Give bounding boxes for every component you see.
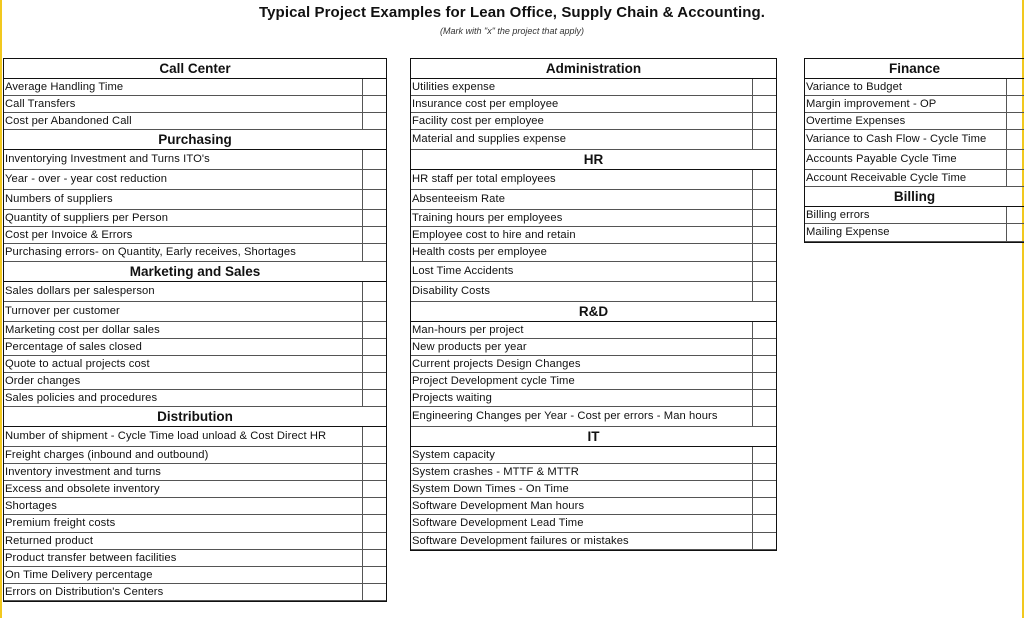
table-row	[411, 244, 776, 261]
project-label: Projects waiting	[412, 391, 492, 404]
table-row	[411, 498, 776, 515]
project-label: Account Receivable Cycle Time	[806, 172, 967, 185]
mark-checkbox-cell[interactable]	[1006, 224, 1024, 240]
table-row	[4, 302, 386, 322]
project-label: Software Development Lead Time	[412, 517, 584, 530]
project-label: Sales policies and procedures	[5, 391, 158, 404]
section-distribution	[4, 407, 386, 601]
project-label: Average Handling Time	[5, 81, 124, 93]
table-row	[805, 150, 1024, 170]
mark-checkbox-cell[interactable]	[362, 464, 386, 480]
table-row	[411, 113, 776, 130]
mark-checkbox-cell[interactable]	[362, 427, 386, 446]
mark-checkbox-cell[interactable]	[362, 170, 386, 189]
mark-checkbox-cell[interactable]	[362, 322, 386, 338]
project-label: Excess and obsolete inventory	[5, 483, 160, 496]
project-label: Engineering Changes per Year - Cost per errors - Man hours	[412, 410, 718, 423]
table-row	[411, 96, 776, 113]
table-row	[411, 170, 776, 190]
project-label: Insurance cost per employee	[412, 98, 559, 111]
mark-checkbox-cell[interactable]	[752, 498, 776, 514]
table-row	[411, 227, 776, 244]
project-label: Variance to Cash Flow - Cycle Time	[806, 133, 987, 146]
project-label: Billing errors	[806, 209, 870, 222]
table-row	[411, 190, 776, 210]
column-bottom-border	[805, 242, 1024, 243]
table-row	[805, 130, 1024, 150]
project-label: Errors on Distribution's Centers	[5, 585, 164, 598]
mark-checkbox-cell[interactable]	[752, 407, 776, 426]
project-label: Purchasing errors- on Quantity, Early receives, Shortages	[5, 246, 296, 259]
project-label: System Down Times - On Time	[412, 483, 569, 496]
project-label: Current projects Design Changes	[412, 357, 581, 370]
mark-checkbox-cell[interactable]	[362, 584, 386, 600]
section-title: HR	[411, 150, 776, 170]
table-row	[805, 113, 1024, 130]
section-title: Purchasing	[4, 130, 386, 150]
mark-checkbox-cell[interactable]	[752, 170, 776, 189]
table-row	[805, 207, 1024, 224]
section-billing	[805, 187, 1024, 241]
mark-checkbox-cell[interactable]	[752, 356, 776, 372]
section-title: IT	[411, 427, 776, 447]
project-label: On Time Delivery percentage	[5, 568, 153, 581]
table-row	[4, 339, 386, 356]
project-label: Percentage of sales closed	[5, 340, 142, 353]
mark-checkbox-cell[interactable]	[362, 567, 386, 583]
project-label: New products per year	[412, 340, 527, 353]
table-row	[411, 407, 776, 427]
mark-checkbox-cell[interactable]	[362, 244, 386, 260]
project-label: Numbers of suppliers	[5, 193, 113, 206]
mark-checkbox-cell[interactable]	[752, 481, 776, 497]
mark-checkbox-cell[interactable]	[1006, 170, 1024, 186]
table-row	[4, 373, 386, 390]
project-label: Material and supplies expense	[412, 133, 567, 146]
section-administration	[411, 59, 776, 150]
mark-checkbox-cell[interactable]	[752, 113, 776, 129]
mark-checkbox-cell[interactable]	[1006, 96, 1024, 112]
project-label: Employee cost to hire and retain	[412, 229, 576, 242]
table-row	[4, 244, 386, 261]
mark-checkbox-cell[interactable]	[362, 498, 386, 514]
project-label: Training hours per employees	[412, 212, 563, 225]
mark-checkbox-cell[interactable]	[752, 227, 776, 243]
project-label: Quantity of suppliers per Person	[5, 212, 169, 225]
mark-checkbox-cell[interactable]	[362, 447, 386, 463]
mark-checkbox-cell[interactable]	[752, 262, 776, 281]
mark-checkbox-cell[interactable]	[362, 515, 386, 531]
mark-checkbox-cell[interactable]	[752, 130, 776, 149]
mark-checkbox-cell[interactable]	[362, 533, 386, 549]
table-row	[4, 427, 386, 447]
column-bottom-border	[4, 601, 386, 602]
mark-checkbox-cell[interactable]	[362, 282, 386, 301]
mark-checkbox-cell[interactable]	[752, 373, 776, 389]
table-row	[4, 96, 386, 113]
project-label: Variance to Budget	[806, 81, 903, 93]
table-row	[4, 584, 386, 601]
table-row	[411, 515, 776, 532]
table-row	[4, 533, 386, 550]
table-row	[411, 481, 776, 498]
table-row	[411, 464, 776, 481]
table-row	[411, 533, 776, 550]
table-row	[805, 79, 1024, 96]
project-label: Lost Time Accidents	[412, 264, 514, 277]
mark-checkbox-cell[interactable]	[752, 96, 776, 112]
table-row	[4, 150, 386, 170]
table-row	[805, 96, 1024, 113]
table-row	[4, 447, 386, 464]
project-label: Order changes	[5, 374, 81, 387]
document-subtitle: (Mark with "x" the project that apply)	[440, 26, 584, 36]
column-left	[3, 58, 387, 602]
project-label: Inventorying Investment and Turns ITO's	[5, 153, 210, 166]
project-label: Freight charges (inbound and outbound)	[5, 449, 209, 462]
project-label: Turnover per customer	[5, 304, 120, 317]
project-label: Premium freight costs	[5, 517, 116, 530]
mark-checkbox-cell[interactable]	[362, 390, 386, 406]
mark-checkbox-cell[interactable]	[752, 533, 776, 549]
section-purchasing	[4, 130, 386, 261]
mark-checkbox-cell[interactable]	[752, 322, 776, 338]
project-label: Accounts Payable Cycle Time	[806, 153, 957, 166]
mark-checkbox-cell[interactable]	[362, 356, 386, 372]
project-label: Disability Costs	[412, 284, 491, 297]
mark-checkbox-cell[interactable]	[362, 227, 386, 243]
column-bottom-border	[411, 550, 776, 551]
table-row	[411, 130, 776, 150]
table-row	[411, 322, 776, 339]
table-row	[4, 464, 386, 481]
section-title: R&D	[411, 302, 776, 322]
mark-checkbox-cell[interactable]	[362, 190, 386, 209]
mark-checkbox-cell[interactable]	[362, 210, 386, 226]
project-label: Marketing cost per dollar sales	[5, 323, 160, 336]
project-label: Utilities expense	[412, 81, 496, 93]
project-label: Cost per Abandoned Call	[5, 115, 132, 128]
mark-checkbox-cell[interactable]	[752, 515, 776, 531]
table-row	[411, 282, 776, 302]
mark-checkbox-cell[interactable]	[752, 244, 776, 260]
project-label: HR staff per total employees	[412, 173, 556, 186]
project-label: Product transfer between facilities	[5, 551, 177, 564]
mark-checkbox-cell[interactable]	[362, 550, 386, 566]
project-label: Mailing Expense	[806, 226, 890, 239]
project-label: Inventory investment and turns	[5, 466, 161, 479]
project-label: Cost per Invoice & Errors	[5, 229, 133, 242]
section-title: Call Center	[4, 59, 386, 79]
table-row	[411, 79, 776, 96]
project-label: Software Development Man hours	[412, 500, 585, 513]
project-label: Margin improvement - OP	[806, 98, 937, 111]
table-row	[411, 210, 776, 227]
table-row	[4, 567, 386, 584]
table-row	[4, 322, 386, 339]
mark-checkbox-cell[interactable]	[362, 373, 386, 389]
section-title: Billing	[805, 187, 1024, 207]
project-label: Shortages	[5, 500, 57, 513]
mark-checkbox-cell[interactable]	[752, 79, 776, 95]
project-label: Project Development cycle Time	[412, 374, 575, 387]
project-label: Call Transfers	[5, 98, 76, 111]
mark-checkbox-cell[interactable]	[362, 113, 386, 129]
mark-checkbox-cell[interactable]	[362, 481, 386, 497]
project-label: Absenteeism Rate	[412, 193, 506, 206]
mark-checkbox-cell[interactable]	[1006, 79, 1024, 95]
table-row	[4, 390, 386, 407]
mark-checkbox-cell[interactable]	[362, 79, 386, 95]
table-row	[4, 356, 386, 373]
section-title: Finance	[805, 59, 1024, 79]
section-finance	[805, 59, 1024, 187]
mark-checkbox-cell[interactable]	[752, 210, 776, 226]
project-label: Year - over - year cost reduction	[5, 173, 168, 186]
table-row	[805, 224, 1024, 241]
document-title: Typical Project Examples for Lean Office, Supply Chain & Accounting.	[258, 4, 766, 21]
table-row	[4, 498, 386, 515]
table-row	[4, 515, 386, 532]
section-title: Distribution	[4, 407, 386, 427]
table-row	[4, 210, 386, 227]
table-row	[411, 339, 776, 356]
mark-checkbox-cell[interactable]	[1006, 113, 1024, 129]
table-row	[4, 227, 386, 244]
section-hr	[411, 150, 776, 301]
section-call-center	[4, 59, 386, 130]
mark-checkbox-cell[interactable]	[1006, 150, 1024, 169]
project-label: Software Development failures or mistakes	[412, 534, 629, 547]
section-marketing-and-sales	[4, 262, 386, 407]
mark-checkbox-cell[interactable]	[362, 302, 386, 321]
project-label: Sales dollars per salesperson	[5, 284, 155, 297]
project-label: Returned product	[5, 534, 94, 547]
mark-checkbox-cell[interactable]	[752, 447, 776, 463]
project-label: Number of shipment - Cycle Time load unload & Cost Direct HR	[5, 430, 327, 443]
table-row	[4, 481, 386, 498]
section-it	[411, 427, 776, 550]
section-title: Administration	[411, 59, 776, 79]
section-randd	[411, 302, 776, 427]
mark-checkbox-cell[interactable]	[752, 390, 776, 406]
table-row	[411, 447, 776, 464]
table-row	[4, 282, 386, 302]
project-label: Quote to actual projects cost	[5, 357, 150, 370]
project-label: Health costs per employee	[412, 246, 547, 259]
project-label: System crashes - MTTF & MTTR	[412, 466, 579, 479]
table-row	[411, 262, 776, 282]
table-row	[4, 79, 386, 96]
section-title: Marketing and Sales	[4, 262, 386, 282]
table-row	[411, 356, 776, 373]
project-label: Man-hours per project	[412, 323, 524, 336]
mark-checkbox-cell[interactable]	[752, 282, 776, 301]
table-row	[805, 170, 1024, 187]
table-row	[4, 550, 386, 567]
table-row	[4, 113, 386, 130]
column-right	[804, 58, 1024, 243]
mark-checkbox-cell[interactable]	[1006, 207, 1024, 223]
mark-checkbox-cell[interactable]	[362, 96, 386, 112]
mark-checkbox-cell[interactable]	[752, 339, 776, 355]
mark-checkbox-cell[interactable]	[752, 464, 776, 480]
table-row	[4, 170, 386, 190]
project-label: Overtime Expenses	[806, 115, 906, 128]
table-row	[411, 390, 776, 407]
table-row	[411, 373, 776, 390]
column-middle	[410, 58, 777, 551]
mark-checkbox-cell[interactable]	[362, 150, 386, 169]
mark-checkbox-cell[interactable]	[362, 339, 386, 355]
table-row	[4, 190, 386, 210]
mark-checkbox-cell[interactable]	[1006, 130, 1024, 149]
project-label: Facility cost per employee	[412, 115, 544, 128]
mark-checkbox-cell[interactable]	[752, 190, 776, 209]
project-label: System capacity	[412, 449, 495, 462]
